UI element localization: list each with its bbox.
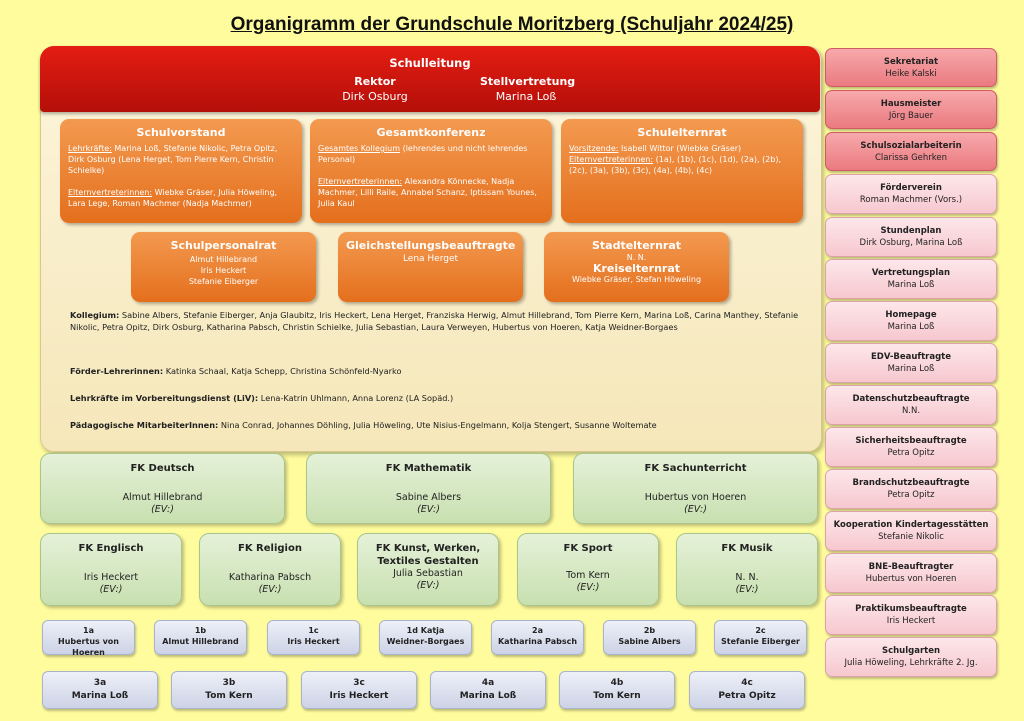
- foerder-text: [70, 365, 800, 377]
- class-box: [430, 671, 546, 709]
- role-box: [825, 90, 997, 129]
- schulelternrat-vorsitz-label: Vorsitzende:: [569, 144, 619, 153]
- fk-religion-box: [199, 533, 341, 606]
- schulleitung-box: [40, 46, 820, 112]
- fk-musik-box: [676, 533, 818, 606]
- stellvertretung-label: Stellvertretung: [480, 75, 576, 88]
- fk-title: FK Sport: [563, 543, 613, 554]
- liv-text: [70, 392, 800, 404]
- fk-sport-box: [517, 533, 659, 606]
- schulvorstand-box: [60, 119, 302, 223]
- role-title: Förderverein: [880, 183, 942, 193]
- schulelternrat-eltern-label: Elternvertreterinnen:: [569, 155, 654, 164]
- role-name: Clarissa Gehrken: [874, 153, 948, 163]
- fk-ev: (EV:): [151, 504, 174, 515]
- fk-englisch-box: [40, 533, 182, 606]
- page-title: Organigramm der Grundschule Moritzberg (Schuljahr 2024/25): [230, 14, 794, 35]
- schulelternrat-title: Schulelternrat: [637, 126, 727, 139]
- role-title: Vertretungsplan: [871, 268, 951, 278]
- gesamtkonferenz-eltern-label: Elternvertreterinnen:: [318, 177, 403, 186]
- fk-name: Julia Sebastian: [393, 568, 463, 579]
- role-title: Kooperation Kindertagesstätten: [833, 520, 989, 530]
- fk-name: Katharina Pabsch: [228, 572, 312, 583]
- role-box: [825, 637, 997, 677]
- class-teacher: Almut Hillebrand: [162, 637, 239, 646]
- role-title: Homepage: [885, 310, 937, 320]
- gesamtkonferenz-kollegium: (lehrendes und nicht lehrendes Personal): [318, 144, 528, 164]
- class-label: 2c: [755, 626, 766, 635]
- schulvorstand-title: Schulvorstand: [136, 126, 226, 139]
- rektor-name: Dirk Osburg: [342, 90, 408, 103]
- role-name: Dirk Osburg, Marina Loß: [859, 238, 963, 248]
- fk-title: FK Musik: [721, 543, 773, 554]
- role-title: Stundenplan: [880, 226, 942, 236]
- class-label: 3b: [222, 678, 236, 688]
- gleichstellung-box: [338, 232, 523, 302]
- schulelternrat-box: [561, 119, 803, 223]
- stadtelternrat-name: N. N.: [626, 253, 647, 262]
- role-title: EDV-Beauftragte: [871, 352, 951, 362]
- role-box: [825, 511, 997, 551]
- role-title: Hausmeister: [880, 99, 942, 109]
- class-box: [491, 620, 584, 655]
- liv-names: Lena-Katrin Uhlmann, Anna Lorenz (LA Sopäd.): [258, 393, 454, 403]
- class-box: [379, 620, 472, 655]
- role-name: Marina Loß: [887, 364, 935, 374]
- kreiselternrat-title: Kreiselternrat: [592, 262, 681, 275]
- kollegium-text: [70, 309, 800, 333]
- paed-label: Pädagogische MitarbeiterInnen:: [70, 420, 219, 430]
- class-box: [689, 671, 805, 709]
- class-label: 4b: [610, 678, 624, 688]
- role-box: [825, 48, 997, 87]
- fk-name: Almut Hillebrand: [122, 492, 203, 503]
- paed-text: [70, 419, 800, 431]
- kollegium-label: Kollegium:: [70, 310, 120, 320]
- role-name: N.N.: [901, 406, 921, 416]
- schulpersonalrat-box: [131, 232, 316, 302]
- class-label: 3a: [93, 678, 107, 688]
- role-name: Hubertus von Hoeren: [865, 574, 957, 584]
- role-name: Heike Kalski: [885, 69, 937, 79]
- stadtelternrat-box: [544, 232, 729, 302]
- schulpersonalrat-member: Stefanie Eiberger: [188, 277, 259, 286]
- role-box: [825, 217, 997, 257]
- class-teacher: Marina Loß: [71, 691, 129, 701]
- class-teacher: Tom Kern: [205, 691, 253, 701]
- fk-mathematik-box: [306, 453, 551, 524]
- gesamtkonferenz-eltern: Alexandra Könnecke, Nadja Machmer, Lilli Raile, Annabel Schanz, Iptissam Younes, Julia Kaul: [318, 177, 537, 208]
- fk-title: FK Mathematik: [385, 463, 472, 474]
- role-name: Julia Höweling, Lehrkräfte 2. Jg.: [844, 658, 978, 668]
- gesamtkonferenz-title: Gesamtkonferenz: [376, 126, 486, 139]
- liv-label: Lehrkräfte im Vorbereitungsdienst (LiV):: [70, 393, 259, 403]
- fk-name: N. N.: [735, 572, 759, 583]
- role-box: [825, 385, 997, 425]
- schulpersonalrat-title: Schulpersonalrat: [170, 239, 277, 252]
- fk-ev: (EV:): [416, 580, 440, 591]
- role-box: [825, 132, 997, 171]
- class-box: [603, 620, 696, 655]
- class-teacher: Sabine Albers: [618, 637, 681, 646]
- gleichstellung-title: Gleichstellungsbeauftragte: [346, 239, 516, 252]
- fk-deutsch-box: [40, 453, 285, 524]
- fk-sachunterricht-box: [573, 453, 818, 524]
- schulelternrat-eltern: (1a), (1b), (1c), (1d), (2a), (2b), (2c), (3a), (3b), (3c), (4a), (4b), (4c): [569, 155, 782, 175]
- fk-ev: (EV:): [258, 584, 282, 595]
- class-teacher: Marina Loß: [459, 691, 517, 701]
- role-box: [825, 343, 997, 383]
- fk-ev: (EV:): [684, 504, 707, 515]
- class-box: [154, 620, 247, 655]
- schulpersonalrat-member: Iris Heckert: [200, 266, 247, 275]
- role-name: Marina Loß: [887, 322, 935, 332]
- fk-name: Tom Kern: [566, 570, 610, 581]
- gesamtkonferenz-box: [310, 119, 552, 223]
- role-name: Stefanie Nikolic: [878, 532, 944, 542]
- role-name: Roman Machmer (Vors.): [859, 195, 963, 205]
- fk-ev: (EV:): [99, 584, 123, 595]
- stellvertretung-name: Marina Loß: [495, 90, 557, 103]
- class-teacher: Weidner-Borgaes: [386, 637, 465, 646]
- schulvorstand-eltern-label: Elternvertreterinnen:: [68, 188, 153, 197]
- class-box: [301, 671, 417, 709]
- class-label: 4c: [741, 678, 753, 688]
- class-teacher: Iris Heckert: [329, 691, 389, 701]
- class-label: 2a: [532, 626, 543, 635]
- role-name: Jörg Bauer: [888, 111, 934, 121]
- kollegium-names: Sabine Albers, Stefanie Eiberger, Anja Glaubitz, Iris Heckert, Lena Herget, Franziska Herwig, Almut Hillebrand, Tom Pierre Kern, Marina Loß, Carina Manthey, Stefanie Nikolic, Petra Opitz, Dirk Osburg, Katharina Pabsch, Christin Schielke, Julia Sebastian, Laura Verweyen, Hubertus von Hoeren, Katja Weidner-Borgaes: [70, 310, 799, 332]
- class-box: [42, 671, 158, 709]
- class-label: 3c: [353, 678, 365, 688]
- class-teacher: Katharina Pabsch: [497, 637, 578, 646]
- gesamtkonferenz-kollegium-label: Gesamtes Kollegium: [318, 144, 401, 153]
- role-box: [825, 174, 997, 214]
- role-name: Petra Opitz: [887, 490, 935, 500]
- role-box: [825, 427, 997, 467]
- role-title: Schulsozialarbeiterin: [860, 141, 962, 151]
- role-box: [825, 259, 997, 299]
- role-name: Iris Heckert: [886, 616, 936, 626]
- role-title: BNE-Beauftragter: [868, 562, 954, 572]
- fk-kunst-box: [357, 533, 499, 606]
- rektor-label: Rektor: [354, 75, 396, 88]
- fk-title: FK Englisch: [78, 543, 144, 554]
- rektor: [330, 74, 420, 104]
- class-box: [559, 671, 675, 709]
- role-title: Schulgarten: [881, 646, 941, 656]
- class-teacher: Hubertus von Hoeren: [58, 637, 119, 657]
- class-teacher: Iris Heckert: [287, 637, 340, 646]
- role-name: Marina Loß: [887, 280, 935, 290]
- class-label: 1d Katja: [406, 626, 445, 635]
- schulelternrat-vorsitz: Isabell Wittor (Wiebke Gräser): [618, 144, 742, 153]
- fk-name: Iris Heckert: [83, 572, 139, 583]
- class-teacher: Tom Kern: [593, 691, 641, 701]
- role-title: Brandschutzbeauftragte: [852, 478, 970, 488]
- paed-names: Nina Conrad, Johannes Döhling, Julia Höweling, Ute Nisius-Engelmann, Kolja Stengert, Susanne Woltemate: [218, 420, 657, 430]
- schulpersonalrat-member: Almut Hillebrand: [189, 255, 258, 264]
- kreiselternrat-name: Wiebke Gräser, Stefan Höweling: [571, 275, 702, 284]
- class-label: 1c: [308, 626, 319, 635]
- class-label: 1b: [194, 626, 207, 635]
- gleichstellung-name: Lena Herget: [402, 254, 459, 264]
- role-name: Petra Opitz: [887, 448, 935, 458]
- class-box: [267, 620, 360, 655]
- fk-title: FK Religion: [238, 543, 302, 554]
- role-title: Datenschutzbeauftragte: [852, 394, 970, 404]
- fk-title: FK Deutsch: [130, 463, 195, 474]
- fk-title: FK Kunst, Werken, Textiles Gestalten: [375, 543, 481, 567]
- role-title: Praktikumsbeauftragte: [855, 604, 967, 614]
- schulvorstand-lehrkraefte-label: Lehrkräfte:: [68, 144, 112, 153]
- fk-ev: (EV:): [735, 584, 759, 595]
- role-box: [825, 553, 997, 593]
- foerder-names: Katinka Schaal, Katja Schepp, Christina Schönfeld-Nyarko: [163, 366, 402, 376]
- schulleitung-title: Schulleitung: [389, 56, 471, 70]
- fk-ev: (EV:): [417, 504, 440, 515]
- class-label: 1a: [83, 626, 94, 635]
- class-teacher: Petra Opitz: [718, 691, 776, 701]
- foerder-label: Förder-Lehrerinnen:: [70, 366, 164, 376]
- class-box: [42, 620, 135, 655]
- fk-name: Hubertus von Hoeren: [644, 492, 747, 503]
- role-title: Sicherheitsbeauftragte: [855, 436, 967, 446]
- fk-ev: (EV:): [576, 582, 600, 593]
- stadtelternrat-title: Stadtelternrat: [591, 239, 682, 252]
- class-box: [714, 620, 807, 655]
- stellvertretung: [480, 74, 576, 104]
- class-label: 4a: [481, 678, 495, 688]
- fk-name: Sabine Albers: [395, 492, 462, 503]
- role-box: [825, 595, 997, 635]
- fk-title: FK Sachunterricht: [644, 463, 747, 474]
- role-title: Sekretariat: [883, 57, 939, 67]
- schulvorstand-lehrkraefte: Marina Loß, Stefanie Nikolic, Petra Opitz, Dirk Osburg (Lena Herget, Tom Pierre Kern, Christin Schielke): [68, 144, 278, 175]
- class-label: 2b: [643, 626, 656, 635]
- class-box: [171, 671, 287, 709]
- schulvorstand-eltern: Wiebke Gräser, Julia Höweling, Lara Lege, Roman Machmer (Nadja Machmer): [68, 188, 278, 208]
- role-box: [825, 301, 997, 341]
- class-teacher: Stefanie Eiberger: [721, 637, 800, 646]
- role-box: [825, 469, 997, 509]
